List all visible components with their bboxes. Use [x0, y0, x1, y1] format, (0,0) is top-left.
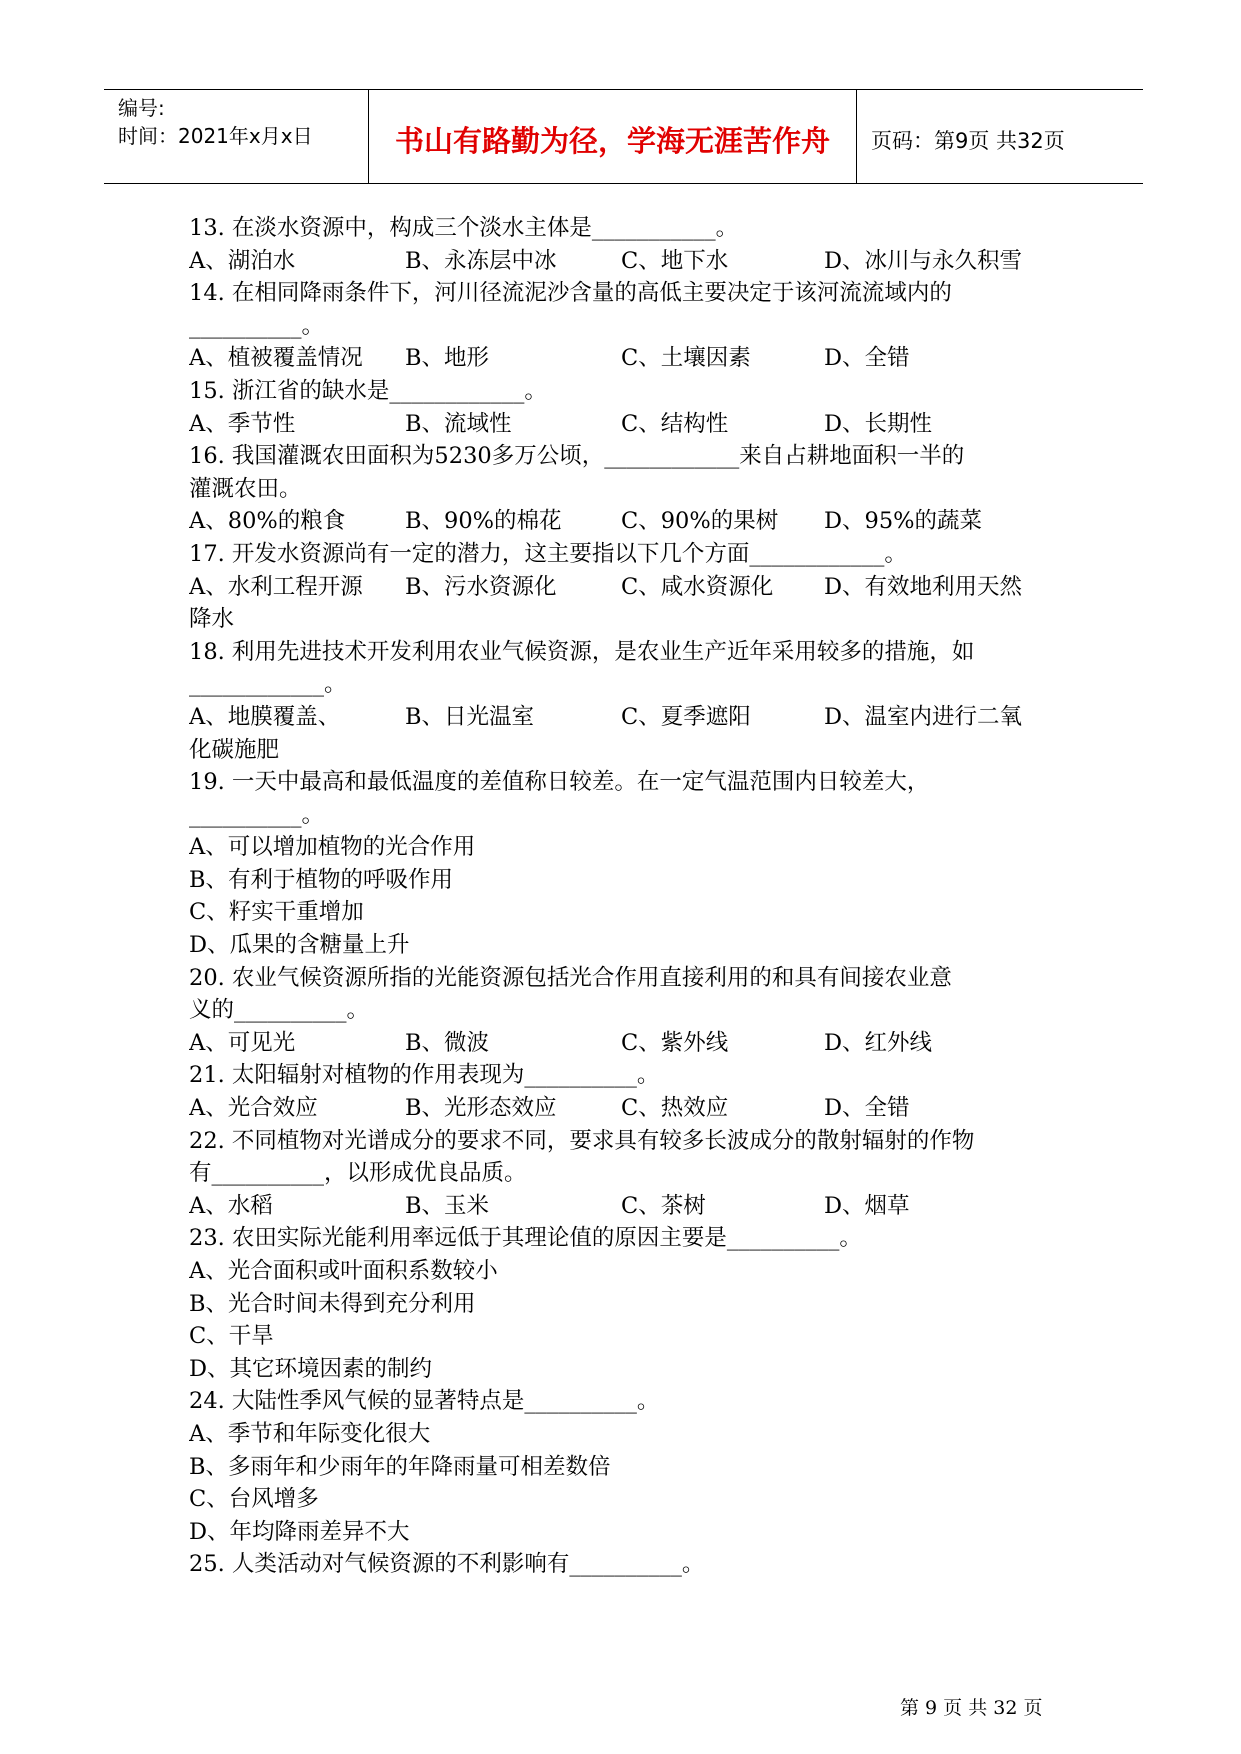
- text-line: 化碳施肥: [189, 736, 280, 763]
- text-line: D、瓜果的含糖量上升: [189, 932, 410, 959]
- text-line: 24. 大陆性季风气候的显著特点是__________。: [189, 1388, 660, 1415]
- text-line: 19. 一天中最高和最低温度的差值称日较差。在一定气温范围内日较差大，: [189, 769, 930, 796]
- option-item: D、烟草: [824, 1192, 910, 1219]
- text-line: A、季节和年际变化很大: [189, 1420, 431, 1447]
- option-row: [189, 1190, 1069, 1223]
- text-line: 降水: [189, 606, 235, 633]
- option-row: [189, 505, 1069, 538]
- text-line: 25. 人类活动对气候资源的不利影响有__________。: [189, 1551, 705, 1578]
- option-item: C、夏季遮阳: [621, 703, 751, 730]
- page-header: [104, 89, 1143, 184]
- text-line: 17. 开发水资源尚有一定的潜力，这主要指以下几个方面____________。: [189, 540, 907, 567]
- option-item: A、水利工程开源: [189, 573, 363, 600]
- text-line: C、台风增多: [189, 1486, 319, 1513]
- option-item: D、温室内进行二氧: [824, 703, 1023, 730]
- option-item: B、玉米: [405, 1192, 490, 1219]
- option-item: B、污水资源化: [405, 573, 557, 600]
- option-item: C、热效应: [621, 1095, 729, 1122]
- text-line: ____________。: [189, 671, 347, 698]
- text-line: D、其它环境因素的制约: [189, 1355, 433, 1382]
- option-item: B、光形态效应: [405, 1095, 557, 1122]
- option-item: C、90%的果树: [621, 508, 779, 535]
- header-motto-cell: [369, 90, 857, 183]
- text-line: 22. 不同植物对光谱成分的要求不同，要求具有较多长波成分的散射辐射的作物: [189, 1127, 975, 1154]
- text-line: C、干旱: [189, 1323, 274, 1350]
- option-item: B、日光温室: [405, 703, 535, 730]
- option-item: A、植被覆盖情况: [189, 345, 363, 372]
- text-line: __________。: [189, 312, 325, 339]
- text-line: 16. 我国灌溉农田面积为5230多万公顷，____________来自占耕地面积一半的: [189, 443, 965, 470]
- option-item: C、茶树: [621, 1192, 706, 1219]
- option-item: D、95%的蔬菜: [824, 508, 983, 535]
- option-item: D、冰川与永久积雪: [824, 247, 1023, 274]
- option-row: [189, 1027, 1069, 1060]
- option-item: D、有效地利用天然: [824, 573, 1023, 600]
- text-line: A、可以增加植物的光合作用: [189, 834, 476, 861]
- text-line: A、光合面积或叶面积系数较小: [189, 1258, 498, 1284]
- header-left-cell: [104, 90, 369, 183]
- option-row: [189, 701, 1069, 734]
- option-item: B、永冻层中冰: [405, 247, 557, 274]
- motto: 书山有路勤为径，学海无涯苦作舟: [394, 124, 830, 158]
- option-item: A、水稻: [189, 1192, 273, 1219]
- option-item: C、土壤因素: [621, 345, 751, 372]
- option-item: D、全错: [824, 1095, 910, 1122]
- text-line: 23. 农田实际光能利用率远低于其理论值的原因主要是__________。: [189, 1225, 862, 1252]
- header-page-cell: [857, 90, 1143, 183]
- option-item: B、流域性: [405, 410, 512, 437]
- option-item: C、结构性: [621, 410, 729, 437]
- option-item: B、90%的棉花: [405, 508, 562, 535]
- option-row: [189, 342, 1069, 375]
- text-line: 14. 在相同降雨条件下，河川径流泥沙含量的高低主要决定于该河流流域内的: [189, 280, 952, 307]
- text-line: 21. 太阳辐射对植物的作用表现为__________。: [189, 1062, 660, 1089]
- text-line: B、光合时间未得到充分利用: [189, 1290, 476, 1317]
- option-row: [189, 245, 1069, 278]
- text-line: 义的__________。: [189, 997, 370, 1024]
- time-label: 时间：2021年x月x日: [118, 124, 313, 148]
- text-line: B、多雨年和少雨年的年降雨量可相差数倍: [189, 1453, 611, 1480]
- option-item: B、地形: [405, 345, 490, 372]
- option-item: A、80%的粮食: [189, 508, 346, 535]
- option-row: [189, 571, 1069, 604]
- option-item: C、咸水资源化: [621, 573, 774, 600]
- option-item: D、全错: [824, 345, 910, 372]
- option-item: D、红外线: [824, 1029, 933, 1056]
- text-line: B、有利于植物的呼吸作用: [189, 866, 454, 893]
- option-item: A、湖泊水: [189, 247, 296, 274]
- option-item: C、地下水: [621, 247, 729, 274]
- text-line: 18. 利用先进技术开发利用农业气候资源，是农业生产近年采用较多的措施，如: [189, 638, 975, 665]
- text-line: C、籽实干重增加: [189, 899, 364, 926]
- option-item: C、紫外线: [621, 1029, 729, 1056]
- option-item: A、可见光: [189, 1029, 296, 1056]
- text-line: 灌溉农田。: [189, 475, 302, 502]
- text-line: __________。: [189, 801, 325, 828]
- page-info: 页码：第9页 共32页: [871, 128, 1065, 153]
- text-line: D、年均降雨差异不大: [189, 1518, 410, 1545]
- option-item: B、微波: [405, 1029, 490, 1056]
- text-line: 20. 农业气候资源所指的光能资源包括光合作用直接利用的和具有间接农业意: [189, 964, 952, 991]
- option-row: [189, 1092, 1069, 1125]
- option-item: A、季节性: [189, 410, 296, 437]
- number-label: 编号:: [118, 96, 165, 120]
- option-item: A、光合效应: [189, 1095, 318, 1122]
- option-item: A、地膜覆盖、: [189, 703, 341, 730]
- text-line: 13. 在淡水资源中，构成三个淡水主体是___________。: [189, 215, 739, 241]
- text-line: 15. 浙江省的缺水是____________。: [189, 377, 547, 404]
- document-body: [189, 212, 1069, 1581]
- page-footer: 第 9 页 共 32 页: [900, 1697, 1043, 1719]
- text-line: 有__________，以形成优良品质。: [189, 1160, 527, 1187]
- option-row: [189, 408, 1069, 441]
- option-item: D、长期性: [824, 410, 933, 437]
